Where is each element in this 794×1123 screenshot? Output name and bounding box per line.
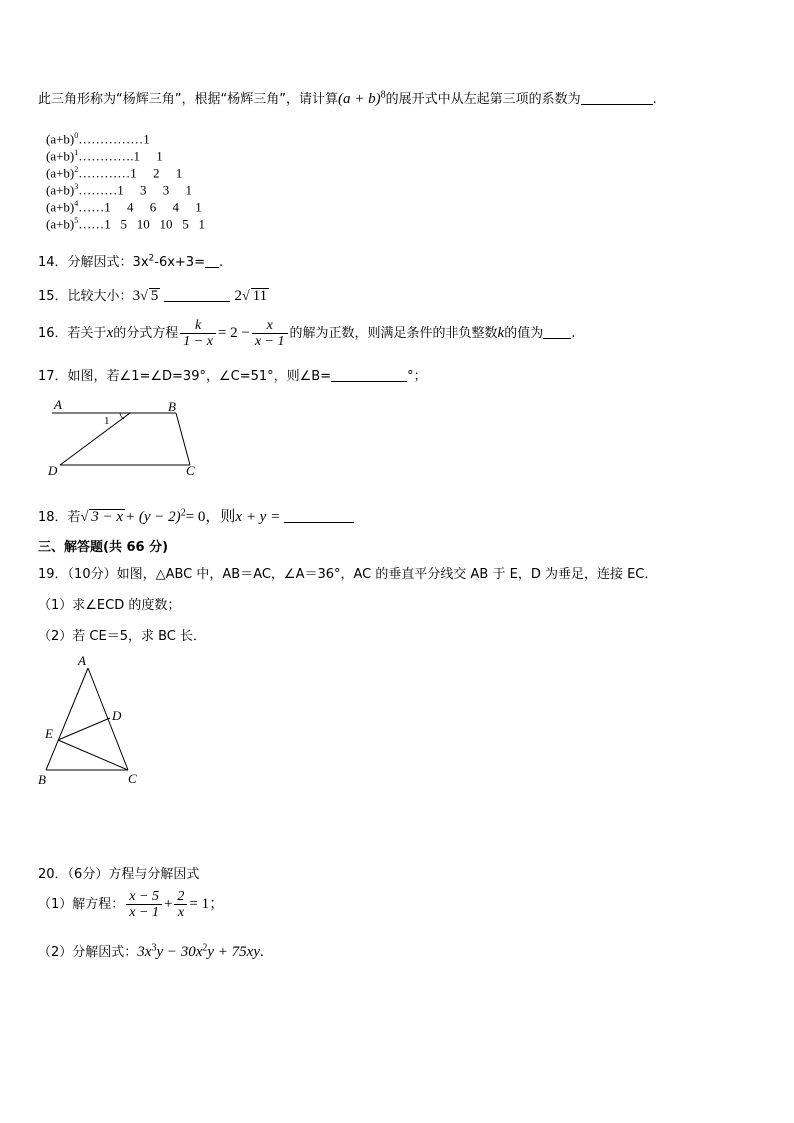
- q20-part2: [38, 941, 264, 961]
- pascal-row-0: [46, 131, 150, 147]
- q17-trapezoid-figure: [40, 395, 210, 480]
- q20-number: 20．: [38, 867, 68, 882]
- label-angle-1: 1: [104, 415, 110, 427]
- q13-line: [38, 88, 657, 108]
- q20-sup-1: 3: [151, 942, 157, 954]
- segment-bc: [176, 413, 190, 465]
- q20-end: .: [260, 944, 264, 960]
- q15-left-radicand: 5: [150, 288, 159, 304]
- radical-sign: √: [140, 289, 148, 304]
- q16-var-k: k: [497, 325, 505, 341]
- pascal-dots: ……………: [78, 131, 144, 147]
- q18-answer-blank[interactable]: [284, 508, 354, 523]
- label-d: D: [48, 463, 58, 478]
- pascal-values: 1 2 1: [130, 165, 183, 181]
- pascal-label: (a+b): [46, 216, 75, 232]
- q16-text-c: 的解为正数，则满足条件的非负整数: [289, 326, 498, 341]
- q20-part1-rhs: = 1；: [189, 896, 225, 912]
- pascal-values: 1 3 3 1: [117, 182, 193, 198]
- q20-part1-label: （1）解方程：: [38, 897, 125, 912]
- q16-text-a: 若关于: [67, 326, 107, 341]
- q14-sup: 2: [148, 253, 155, 264]
- q18-sup: 2: [180, 507, 186, 519]
- label-a: A: [78, 653, 86, 668]
- q16-fraction-1: [180, 318, 216, 349]
- q19-part2: （2）若 CE＝5，求 BC 长．: [38, 629, 206, 644]
- radical-sign: √: [242, 289, 250, 304]
- q20-fraction-1: [126, 889, 162, 920]
- fraction-numerator: 2: [174, 889, 187, 905]
- q13-expr: (a + b): [337, 91, 381, 107]
- pascal-values: 1 5 10 10 5 1: [104, 216, 206, 232]
- q15-line: [38, 285, 269, 305]
- q13-answer-blank[interactable]: [581, 90, 653, 105]
- fraction-denominator: x − 1: [254, 334, 285, 349]
- q15-right-coef: 2: [234, 288, 243, 304]
- label-a: A: [54, 397, 62, 412]
- q18-expr: x + y =: [235, 509, 281, 525]
- label-c: C: [186, 463, 195, 478]
- q15-text: 比较大小：: [67, 289, 133, 304]
- q19-part1: （1）求∠ECD 的度数；: [38, 598, 181, 613]
- pascal-label: (a+b): [46, 131, 75, 147]
- q16-line: [38, 318, 575, 349]
- q20-fraction-2: [174, 889, 187, 920]
- pascal-exp: 0: [74, 131, 79, 140]
- q14-rest: -6x+3=: [154, 255, 205, 270]
- q20-term-2: y − 30x: [156, 944, 203, 960]
- q16-text-b: 的分式方程: [113, 326, 179, 341]
- pascal-row-4: [46, 199, 202, 215]
- fraction-denominator: 1 − x: [183, 334, 213, 349]
- q18-radicand: 3 − x: [91, 509, 124, 525]
- pascal-values: 1 4 6 4 1: [104, 199, 202, 215]
- q20-term-3: y + 75xy: [207, 944, 260, 960]
- q16-end: .: [571, 326, 576, 341]
- q16-answer-blank[interactable]: [543, 324, 571, 339]
- pascal-row-2: [46, 165, 182, 181]
- q17-end: °；: [407, 369, 427, 384]
- q14-number: 14．: [38, 255, 68, 270]
- q18-text-a: 若: [67, 510, 81, 525]
- label-d: D: [112, 708, 122, 723]
- section-title: 三、解答题(共 66 分): [38, 540, 169, 555]
- segment-ab: [46, 668, 88, 770]
- q20-part1: [38, 889, 224, 920]
- radical-sign: √: [80, 510, 89, 525]
- q18-line: [38, 505, 354, 526]
- segment-db: [60, 413, 130, 465]
- q16-var-x: x: [106, 325, 114, 341]
- q14-text: 分解因式：3x: [67, 255, 149, 270]
- q13-end: .: [652, 92, 657, 107]
- pascal-exp: 3: [74, 182, 79, 191]
- q13-power: 8: [380, 89, 386, 101]
- q19-line: [38, 563, 657, 582]
- fraction-numerator: x − 5: [126, 889, 162, 905]
- q20-sup-2: 2: [202, 942, 208, 954]
- pascal-row-3: [46, 182, 192, 198]
- q15-right-radicand: 11: [252, 288, 268, 304]
- pascal-label: (a+b): [46, 165, 75, 181]
- q20-text: （6分）方程与分解因式: [67, 867, 200, 882]
- q15-left-coef: 3: [132, 288, 141, 304]
- label-b: B: [168, 399, 176, 414]
- pascal-exp: 2: [74, 165, 79, 174]
- q18-number: 18．: [38, 510, 68, 525]
- label-c: C: [128, 771, 137, 786]
- q19-text: （10分）如图，△ABC 中，AB＝AC，∠A＝36°，AC 的垂直平分线交 AB 于 E，D 为垂足，连接 EC．: [67, 567, 658, 582]
- q18-text-c: = 0，则: [185, 509, 236, 525]
- q18-text-b: + (y − 2): [125, 509, 181, 525]
- pascal-dots: ………: [78, 182, 118, 198]
- pascal-dots: ………….: [78, 148, 134, 164]
- q13-text-a: 此三角形称为“杨辉三角”，根据“杨辉三角”，请计算: [38, 92, 338, 107]
- pascal-exp: 5: [74, 216, 79, 225]
- pascal-row-5: [46, 216, 205, 232]
- pascal-label: (a+b): [46, 199, 75, 215]
- fraction-denominator: x − 1: [129, 905, 159, 920]
- q20-plus: +: [163, 896, 173, 912]
- pascal-exp: 4: [74, 199, 79, 208]
- pascal-values: 1 1: [133, 148, 163, 164]
- q16-number: 16．: [38, 326, 68, 341]
- q14-answer-blank[interactable]: [205, 253, 219, 268]
- pascal-label: (a+b): [46, 148, 75, 164]
- pascal-values: 1: [143, 131, 150, 147]
- q14-end: .: [218, 255, 224, 270]
- q17-number: 17．: [38, 369, 68, 384]
- q19-number: 19．: [38, 567, 68, 582]
- q15-answer-blank[interactable]: [164, 287, 230, 302]
- label-e: E: [45, 726, 53, 741]
- q16-mid: = 2 −: [217, 325, 250, 341]
- fraction-numerator: k: [180, 318, 216, 334]
- q17-answer-blank[interactable]: [331, 367, 407, 382]
- q13-text-b: 的展开式中从左起第三项的系数为: [385, 92, 581, 107]
- q17-line: [38, 365, 427, 384]
- q19-triangle-figure: [36, 652, 146, 787]
- pascal-row-1: [46, 148, 163, 164]
- q16-fraction-2: [252, 318, 288, 349]
- pascal-dots: ……: [78, 199, 105, 215]
- q14-line: [38, 251, 223, 270]
- q16-text-d: 的值为: [504, 326, 544, 341]
- q20-line: [38, 863, 199, 882]
- pascal-label: (a+b): [46, 182, 75, 198]
- q20-part2-label: （2）分解因式：: [38, 945, 138, 960]
- label-b: B: [38, 772, 46, 787]
- pascal-exp: 1: [74, 148, 79, 157]
- fraction-denominator: x: [177, 905, 185, 920]
- pascal-dots: …………: [78, 165, 131, 181]
- q20-term-1: 3x: [137, 944, 152, 960]
- q17-text: 如图，若∠1=∠D=39°，∠C=51°，则∠B=: [67, 369, 332, 384]
- q15-number: 15．: [38, 289, 68, 304]
- pascal-dots: ……: [78, 216, 105, 232]
- fraction-numerator: x: [252, 318, 288, 334]
